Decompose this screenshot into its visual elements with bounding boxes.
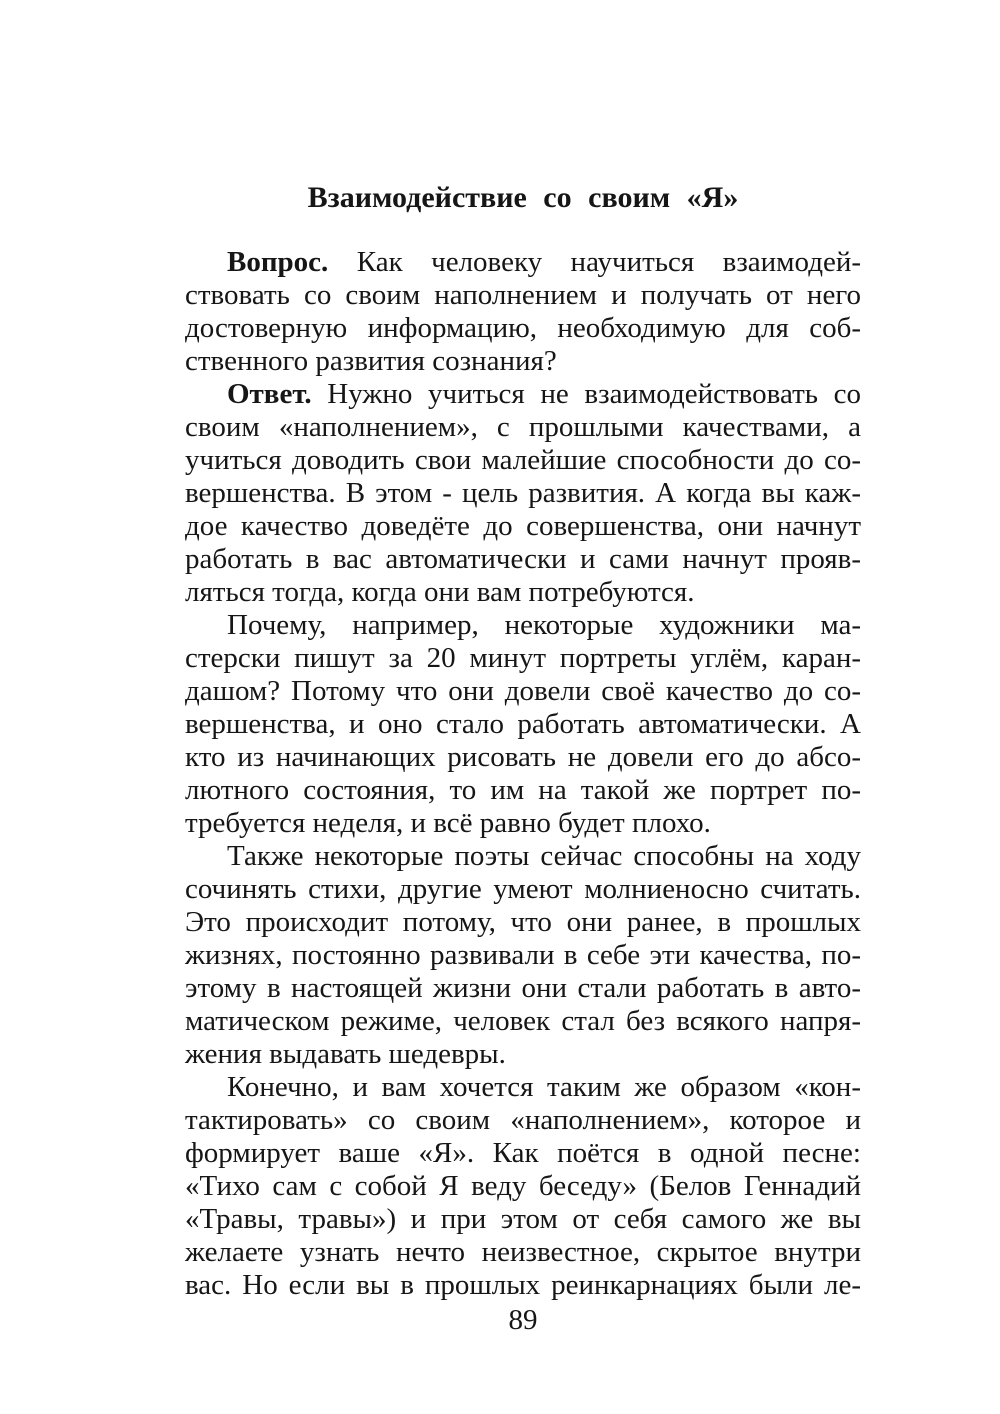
text-line: стерски пишут за 20 минут портреты углём, каран- <box>185 642 861 674</box>
text-line: достоверную информацию, необходимую для соб- <box>185 312 861 344</box>
lead-word: Ответ. <box>227 378 312 410</box>
paragraph <box>185 1071 861 1302</box>
text-line: «Травы, травы») и при этом от себя самого же вы <box>185 1203 861 1235</box>
text-line: Это происходит потому, что они ранее, в прошлых <box>185 906 861 938</box>
page-title: Взаимодействие со своим «Я» <box>307 181 739 214</box>
text-line: Почему, например, некоторые художники ма- <box>227 609 861 641</box>
paragraph <box>185 609 861 840</box>
text-line: Также некоторые поэты сейчас способны на ходу <box>227 840 861 872</box>
text-line: ствовать со своим наполнением и получать от него <box>185 279 861 311</box>
text-line: дое качество доведёте до совершенства, они начнут <box>185 510 861 542</box>
text-line: тактировать» со своим «наполнением», которое и <box>185 1104 861 1136</box>
text-line: желаете узнать нечто неизвестное, скрытое внутри <box>185 1236 861 1268</box>
text-block <box>185 246 861 1302</box>
text-line: вас. Но если вы в прошлых реинкарнациях были ле- <box>185 1269 861 1301</box>
page-number: 89 <box>508 1304 538 1336</box>
text-line: этому в настоящей жизни они стали работать в авто- <box>185 972 861 1004</box>
paragraph <box>185 246 861 378</box>
text-line: Конечно, и вам хочется таким же образом «кон- <box>227 1071 861 1103</box>
text-line: лютного состояния, то им на такой же портрет по- <box>185 774 861 806</box>
paragraph <box>185 378 861 609</box>
text-line: дашом? Потому что они довели своё качество до со- <box>185 675 861 707</box>
text-line: Вопрос. Как человеку научиться взаимодей- <box>227 246 861 278</box>
text-line: сочинять стихи, другие умеют молниеносно считать. <box>185 873 861 905</box>
text-line: ляться тогда, когда они вам потребуются. <box>185 576 695 608</box>
text-line: жизнях, постоянно развивали в себе эти качества, по- <box>185 939 861 971</box>
text-line: жения выдавать шедевры. <box>185 1038 506 1070</box>
paragraph <box>185 840 861 1071</box>
text-line: матическом режиме, человек стал без всякого напря- <box>185 1005 861 1037</box>
text-line: Ответ. Нужно учиться не взаимодействовать со <box>227 378 861 410</box>
text-line: требуется неделя, и всё равно будет плохо. <box>185 807 711 839</box>
text-line: вершенства, и оно стало работать автоматически. А <box>185 708 861 740</box>
text-line: учиться доводить свои малейшие способности до со- <box>185 444 861 476</box>
lead-word: Вопрос. <box>227 246 329 278</box>
text-line: ственного развития сознания? <box>185 345 557 377</box>
text-line: вершенства. В этом - цель развития. А когда вы каж- <box>185 477 861 509</box>
text-line: «Тихо сам с собой Я веду беседу» (Белов Геннадий <box>185 1170 861 1202</box>
text-line: формирует ваше «Я». Как поётся в одной песне: <box>185 1137 861 1169</box>
text-line: своим «наполнением», с прошлыми качествами, а <box>185 411 861 443</box>
text-line: кто из начинающих рисовать не довели его до абсо- <box>185 741 861 773</box>
text-line: работать в вас автоматически и сами начнут прояв- <box>185 543 861 575</box>
